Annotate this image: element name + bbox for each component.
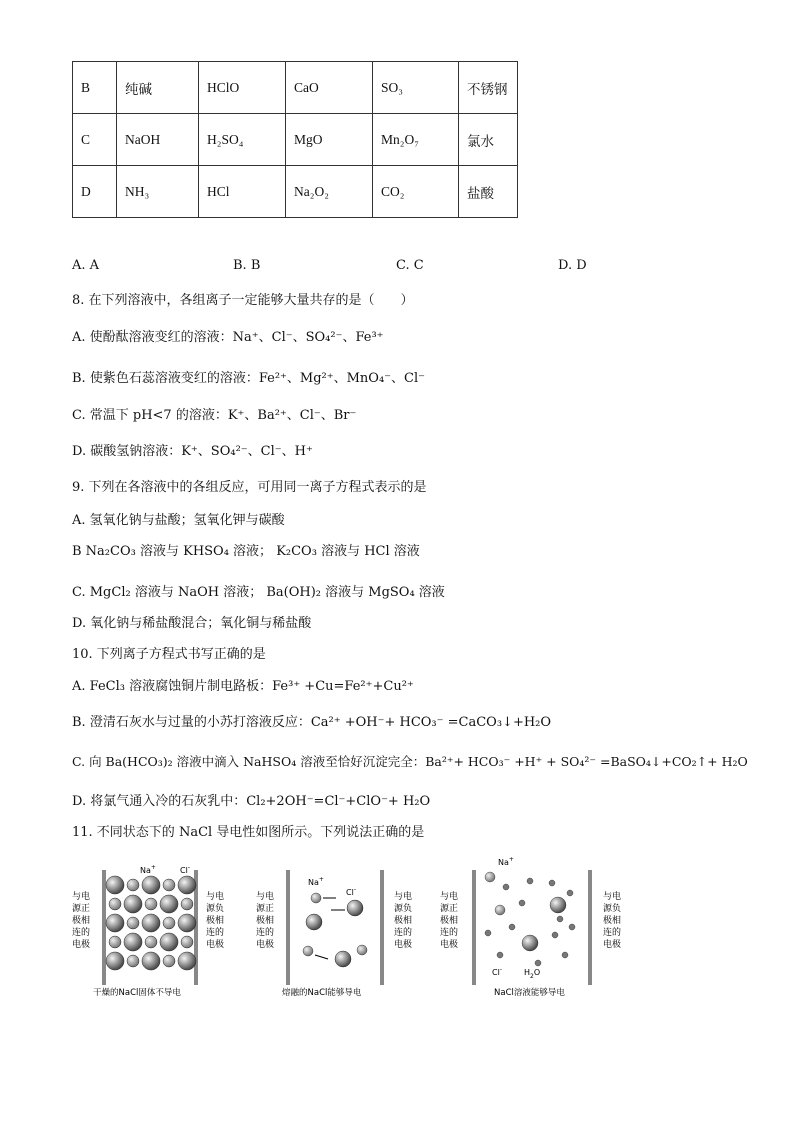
table-cell: 盐酸: [459, 166, 518, 218]
cl-ion: [178, 952, 196, 970]
cl-ion-label: Cl-: [346, 886, 356, 897]
water-molecule: [567, 890, 573, 896]
table-cell: 纯碱: [117, 62, 199, 114]
q9-option-a[interactable]: A. 氢氧化钠与盐酸；氢氧化钾与碳酸: [72, 513, 285, 528]
figure-caption-solution: NaCl溶液能够导电: [494, 988, 565, 998]
na-ion: [145, 936, 157, 948]
left-electrode-label: 与电源正极相连的电极: [440, 892, 459, 950]
figure-caption-molten: 熔融的NaCl能够导电: [282, 988, 362, 998]
panel-molten: [256, 870, 412, 998]
cl-ion: [306, 914, 322, 930]
water-molecule: [562, 952, 568, 958]
cl-ion: [142, 914, 160, 932]
na-ion: [163, 917, 175, 929]
left-electrode-label: 与电源正极相连的电极: [72, 892, 91, 950]
cl-ion: [522, 935, 538, 951]
table-cell: D: [73, 166, 117, 218]
table-cell: CaO: [286, 62, 373, 114]
electrode-plate: [380, 870, 384, 985]
na-ion: [181, 898, 193, 910]
cl-ion: [124, 895, 142, 913]
right-electrode-label: 与电源负极相连的电极: [394, 892, 413, 950]
na-ion: [163, 879, 175, 891]
q10-option-b[interactable]: B. 澄清石灰水与过量的小苏打溶液反应：Ca²⁺ +OH⁻+ HCO₃⁻ =CaCO₃↓+H₂O: [72, 715, 552, 730]
table-row: [73, 62, 518, 114]
q8-option-c[interactable]: C. 常温下 pH<7 的溶液：K⁺、Ba²⁺、Cl⁻、Br⁻: [72, 408, 357, 423]
figure-caption-solid: 干燥的NaCl固体不导电: [93, 988, 181, 998]
na-ion: [485, 872, 495, 882]
table-cell: NaOH: [117, 114, 199, 166]
q10-stem: 10. 下列离子方程式书写正确的是: [72, 647, 266, 662]
q9-option-d[interactable]: D. 氧化钠与稀盐酸混合；氧化铜与稀盐酸: [72, 616, 312, 631]
arrow: [315, 955, 328, 959]
na-ion: [145, 898, 157, 910]
cl-ion: [106, 876, 124, 894]
na-ion-label: Na+: [308, 876, 324, 887]
table-row: [73, 166, 518, 218]
cl-ion-label: Cl-: [492, 966, 502, 977]
cl-ion: [335, 951, 351, 967]
cl-ion-label: Cl-: [180, 864, 190, 875]
panel-solution: [440, 856, 621, 998]
nacl-conductivity-figure: [60, 855, 740, 1005]
q9-option-b[interactable]: B Na₂CO₃ 溶液与 KHSO₄ 溶液； K₂CO₃ 溶液与 HCl 溶液: [72, 544, 420, 559]
q10-option-d[interactable]: D. 将氯气通入冷的石灰乳中：Cl₂+2OH⁻=Cl⁻+ClO⁻+ H₂O: [72, 794, 431, 809]
q8-option-b[interactable]: B. 使紫色石蕊溶液变红的溶液：Fe²⁺、Mg²⁺、MnO₄⁻、Cl⁻: [72, 371, 425, 386]
q11-stem: 11. 不同状态下的 NaCl 导电性如图所示。下列说法正确的是: [72, 825, 425, 840]
water-label: $H_2O$: [524, 968, 541, 980]
cl-ion: [124, 933, 142, 951]
cl-ion: [178, 876, 196, 894]
table-cell: Na₂O₂: [286, 166, 373, 218]
water-molecule: [497, 952, 503, 958]
water-molecule: [527, 878, 533, 884]
q9-stem: 9. 下列在各溶液中的各组反应，可用同一离子方程式表示的是: [72, 480, 427, 495]
table-cell: C: [73, 114, 117, 166]
cl-ion: [160, 933, 178, 951]
water-molecule: [569, 924, 575, 930]
q10-option-c[interactable]: C. 向 Ba(HCO₃)₂ 溶液中滴入 NaHSO₄ 溶液至恰好沉淀完全：Ba²⁺+ HCO₃⁻ +H⁺ + SO₄²⁻ =BaSO₄↓+CO₂↑+ H₂O: [72, 754, 748, 769]
water-molecule: [509, 924, 515, 930]
q8-option-d[interactable]: D. 碳酸氢钠溶液：K⁺、SO₄²⁻、Cl⁻、H⁺: [72, 444, 313, 459]
na-ion: [495, 905, 505, 915]
electrode-plate: [102, 870, 106, 985]
water-molecule: [535, 960, 541, 966]
electrode-plate: [286, 870, 290, 985]
na-ion: [311, 893, 321, 903]
cl-ion: [178, 914, 196, 932]
cl-ion: [106, 914, 124, 932]
q7-option-c[interactable]: C. C: [396, 258, 424, 273]
table-cell: 不锈钢: [459, 62, 518, 114]
table-cell: B: [73, 62, 117, 114]
q9-option-c[interactable]: C. MgCl₂ 溶液与 NaOH 溶液； Ba(OH)₂ 溶液与 MgSO₄ 溶液: [72, 585, 445, 600]
table-cell: HClO: [199, 62, 286, 114]
q10-option-a[interactable]: A. FeCl₃ 溶液腐蚀铜片制电路板：Fe³⁺ +Cu=Fe²⁺+Cu²⁺: [72, 679, 414, 694]
q7-option-a[interactable]: A. A: [72, 258, 100, 273]
options-table: [72, 61, 518, 218]
cl-ion: [347, 900, 363, 916]
q7-option-b[interactable]: B. B: [233, 258, 261, 273]
electrode-plate: [472, 870, 476, 985]
table-cell: Mn₂O₇: [373, 114, 459, 166]
cl-ion: [106, 952, 124, 970]
q8-stem: 8. 在下列溶液中，各组离子一定能够大量共存的是（ ）: [72, 293, 414, 308]
na-ion: [127, 955, 139, 967]
na-ion: [303, 946, 313, 956]
nacl-lattice: [106, 876, 196, 970]
right-electrode-label: 与电源负极相连的电极: [206, 892, 225, 950]
table-cell: SO₃: [373, 62, 459, 114]
cl-ion: [550, 897, 566, 913]
table-cell: NH₃: [117, 166, 199, 218]
na-ion: [109, 936, 121, 948]
q7-option-d[interactable]: D. D: [558, 258, 587, 273]
water-molecule: [519, 900, 525, 906]
table-cell: H₂SO₄: [199, 114, 286, 166]
cl-ion: [142, 952, 160, 970]
water-molecule: [485, 930, 491, 936]
na-ion: [181, 936, 193, 948]
na-ion-label: Na+: [498, 856, 514, 867]
water-molecule: [503, 884, 509, 890]
na-ion: [357, 945, 367, 955]
table-cell: 氯水: [459, 114, 518, 166]
cl-ion: [160, 895, 178, 913]
water-molecule: [549, 880, 555, 886]
table-cell: MgO: [286, 114, 373, 166]
na-ion-label: Na+: [140, 864, 156, 875]
na-ion: [127, 879, 139, 891]
q8-option-a[interactable]: A. 使酚酞溶液变红的溶液：Na⁺、Cl⁻、SO₄²⁻、Fe³⁺: [72, 330, 384, 345]
na-ion: [127, 917, 139, 929]
water-molecule: [552, 932, 558, 938]
left-electrode-label: 与电源正极相连的电极: [256, 892, 275, 950]
na-ion: [109, 898, 121, 910]
electrode-plate: [588, 870, 592, 985]
panel-solid: [72, 864, 224, 998]
table-cell: HCl: [199, 166, 286, 218]
right-electrode-label: 与电源负极相连的电极: [603, 892, 622, 950]
table-row: [73, 114, 518, 166]
solution-particles: [485, 872, 575, 966]
cl-ion: [142, 876, 160, 894]
na-ion: [163, 955, 175, 967]
water-molecule: [557, 916, 563, 922]
table-cell: CO₂: [373, 166, 459, 218]
